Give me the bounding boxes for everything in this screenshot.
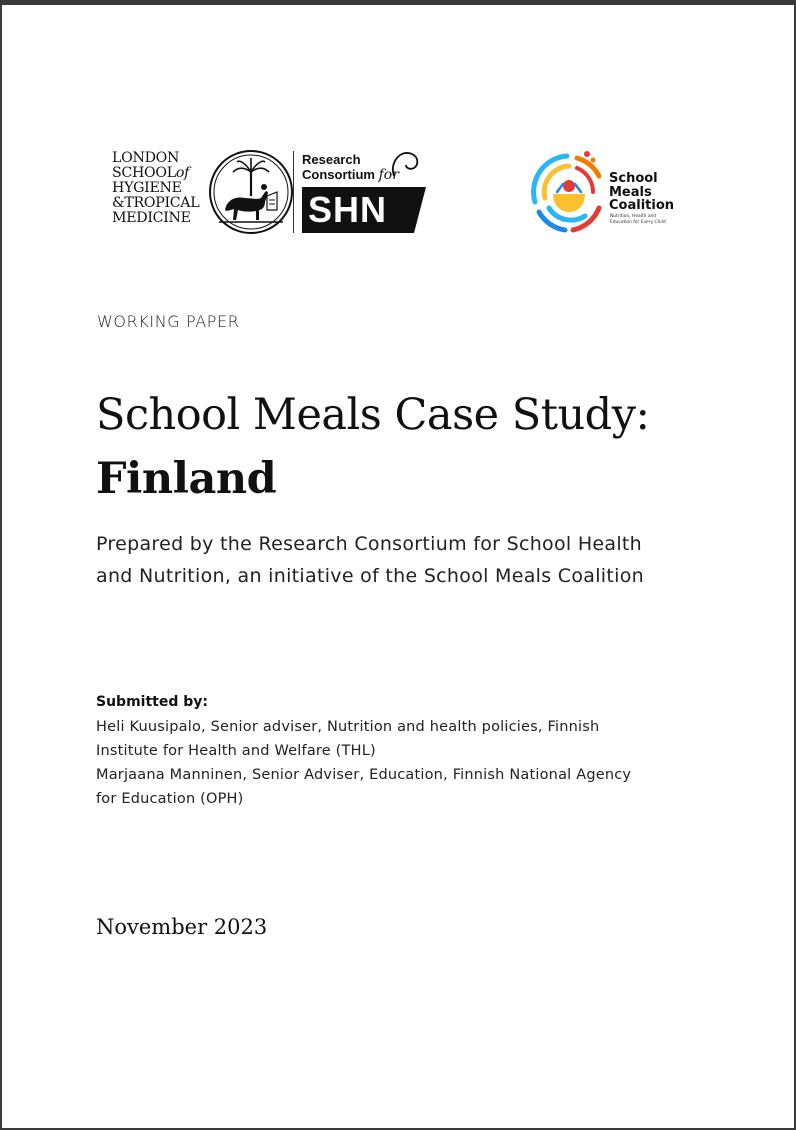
author-line-4: for Education (OPH) [96,791,244,807]
author-line-3: Marjaana Manninen, Senior Adviser, Education, Finnish National Agency [96,767,632,783]
lshtm-seal-icon [207,148,295,236]
lshtm-logo [112,151,296,233]
shn-line-2: Consortium for [302,167,399,183]
document-type-label: WORKING PAPER [97,312,240,331]
shn-swirl-icon [388,150,424,180]
subtitle [96,528,746,592]
lshtm-line-2: SCHOOLof [112,165,190,181]
submitted-by-label: Submitted by: [96,694,208,710]
shn-line-1: Research [302,152,361,167]
smc-line-3: Coalition [609,198,675,213]
subtitle-line-2: and Nutrition, an initiative of the School Meals Coalition [96,565,644,587]
smc-line-1: School [609,171,658,186]
school-meals-coalition-emblem-icon [529,148,607,238]
shn-logo [302,150,426,234]
smc-tagline-line-1: Nutrition, Health and [610,214,657,219]
publication-date: November 2023 [96,915,268,939]
shn-acronym: SHN [308,189,388,230]
subtitle-line-1: Prepared by the Research Consortium for School Health [96,533,643,555]
lshtm-line-5: MEDICINE [112,210,191,226]
lshtm-line-4: &TROPICAL [112,195,200,211]
author-line-1: Heli Kuusipalo, Senior adviser, Nutrition and health policies, Finnish [96,719,600,735]
title-line-1: School Meals Case Study: [96,390,650,440]
school-meals-coalition-tagline [610,214,680,225]
author-list [96,715,736,811]
lshtm-wordmark [112,151,208,226]
school-meals-coalition-wordmark [609,172,674,213]
smc-tagline-line-2: Education for Every Child [610,219,666,225]
lshtm-line-1: LONDON [112,150,180,166]
title-line-2: Finland [96,454,277,504]
smc-line-2: Meals [609,184,652,200]
lshtm-line-3: HYGIENE [112,180,182,196]
logo-divider [293,151,294,233]
author-line-2: Institute for Health and Welfare (THL) [96,743,376,759]
